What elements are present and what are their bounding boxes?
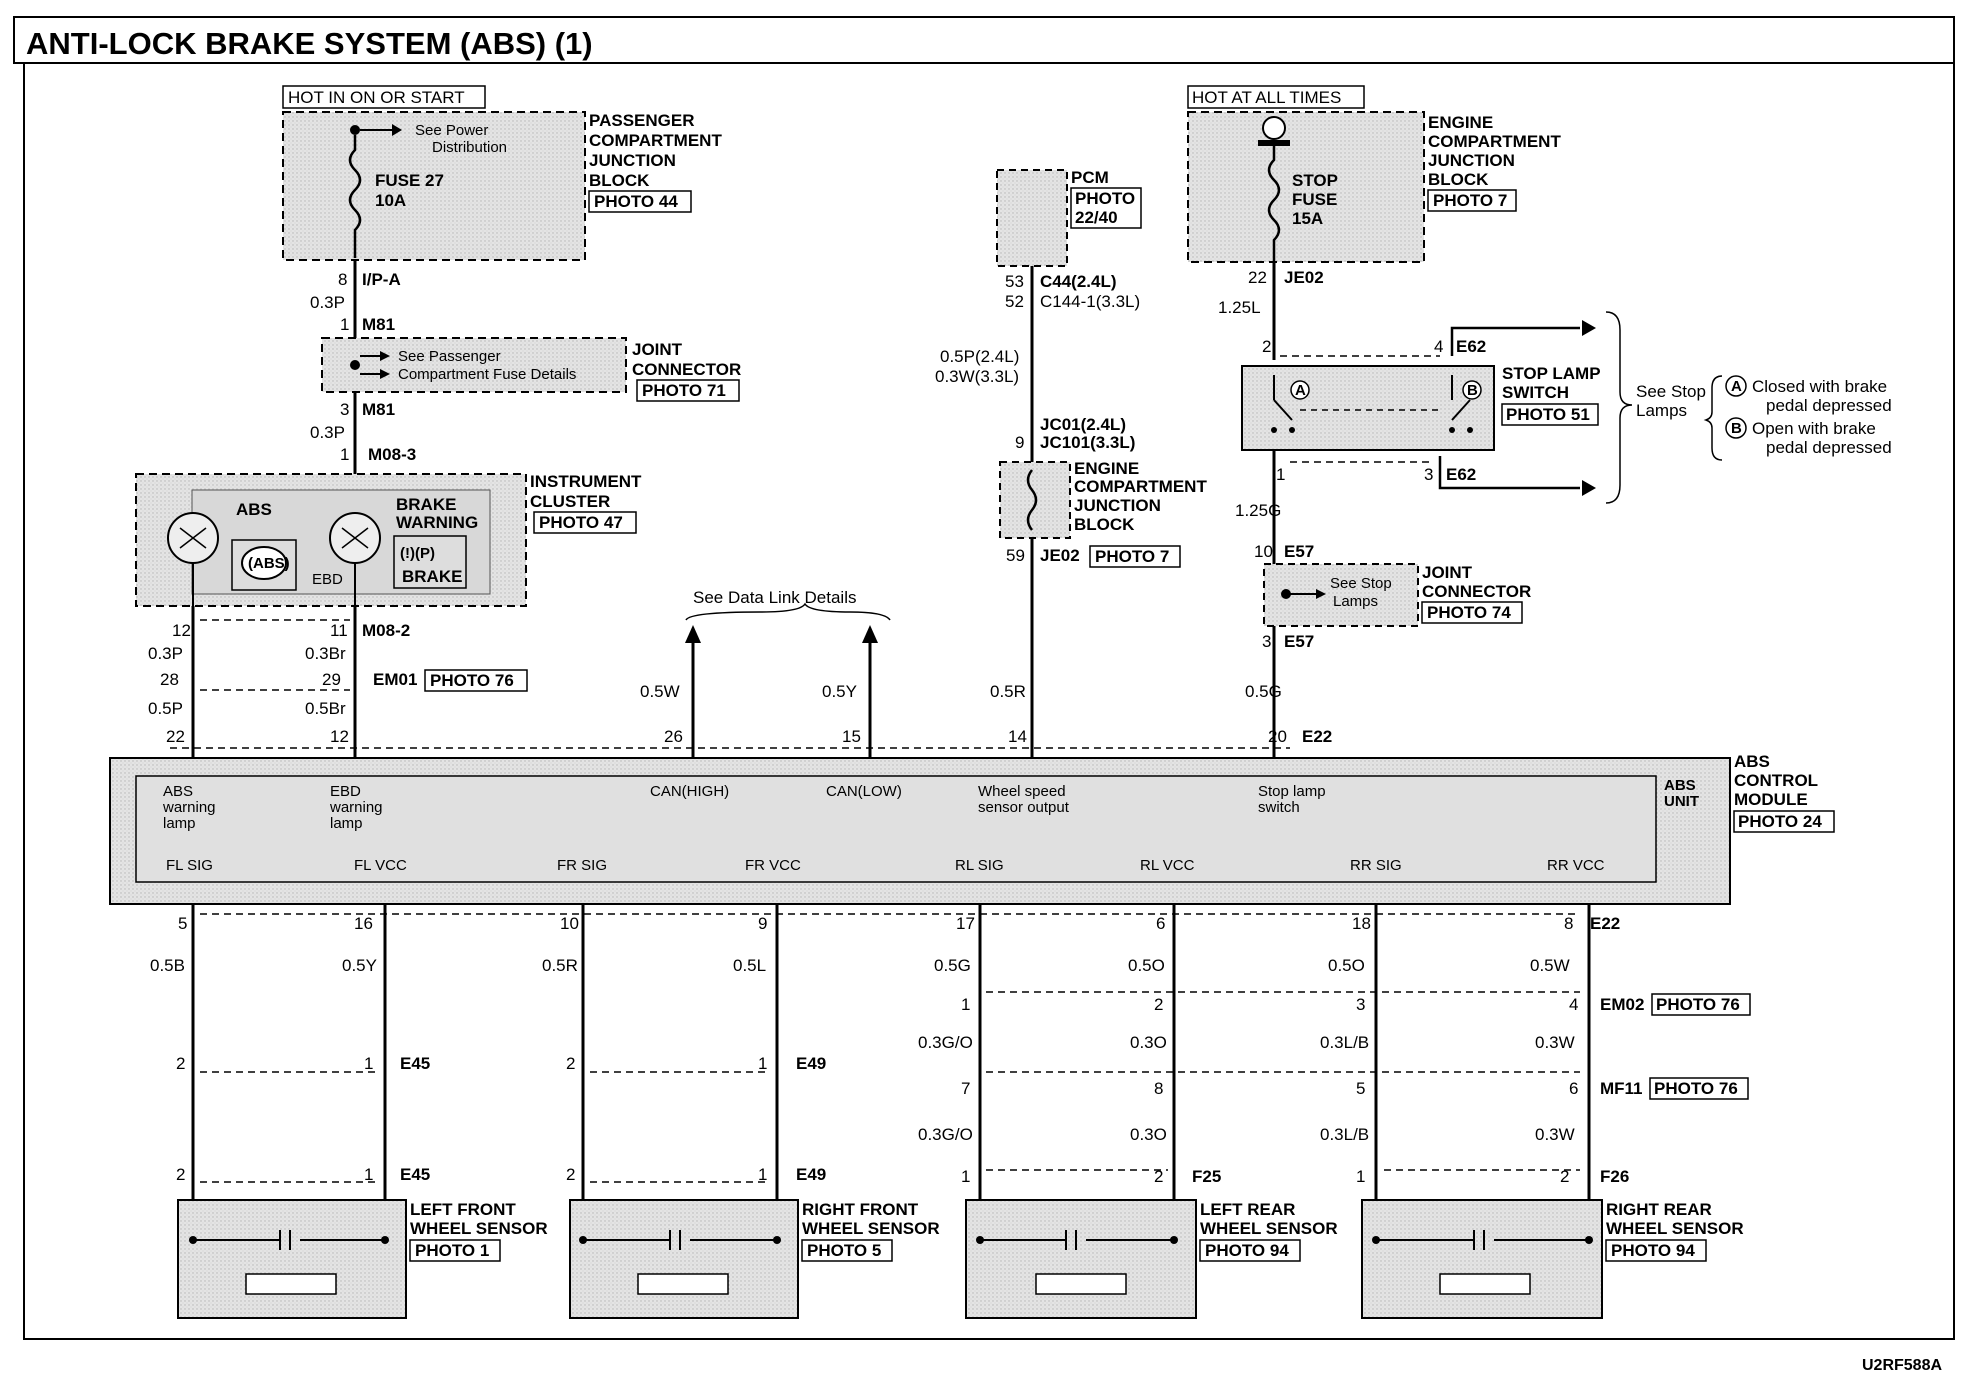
mf11-pin-6: 6 — [1569, 1079, 1579, 1098]
fl-sig-label: FL SIG — [166, 857, 213, 874]
abs-control-module — [110, 727, 1834, 904]
rr-vcc-pin: 8 — [1564, 914, 1574, 933]
rl-sig-mid-wire: 0.3G/O — [918, 1033, 973, 1052]
jc-pin: 9 — [1015, 433, 1025, 452]
ipa-pin: 8 — [338, 270, 348, 289]
m082-wire-a: 0.3P — [148, 644, 183, 663]
fr-sig-pin: 10 — [560, 914, 579, 933]
ecjb-name-1: ENGINE — [1428, 113, 1494, 132]
rf-sensor-name-1: RIGHT FRONT — [802, 1200, 919, 1219]
lf-sensor-photo: PHOTO 1 — [415, 1241, 490, 1260]
abs-unit-label-2: UNIT — [1664, 793, 1699, 810]
wheel-speed-out-wire: 0.5R — [990, 682, 1026, 701]
e49-pin-2a: 2 — [566, 1054, 576, 1073]
rl-sig-label: RL SIG — [955, 857, 1004, 874]
can-low-label: CAN(LOW) — [826, 783, 902, 800]
legend-b-line-2: pedal depressed — [1766, 438, 1892, 457]
pcm-wire-1: 0.5P(2.4L) — [940, 347, 1020, 366]
f25-pin-1: 1 — [961, 1167, 971, 1186]
abs-icon-text: (ABS) — [248, 555, 290, 572]
lr-sensor-coil-icon — [1036, 1274, 1126, 1294]
abs-bottom-pins — [150, 914, 1620, 975]
pcm-photo-1: PHOTO — [1075, 189, 1136, 208]
fr-vcc-label: FR VCC — [745, 857, 801, 874]
rr-sig-wire: 0.5O — [1328, 956, 1365, 975]
fr-vcc-pin: 9 — [758, 914, 768, 933]
fr-sig-label: FR SIG — [557, 857, 608, 874]
rr-vcc-mid-wire: 0.3W — [1535, 1033, 1575, 1052]
joint1-photo: PHOTO 71 — [642, 381, 726, 400]
ebd-label-warning: warning — [330, 799, 383, 816]
rr-sensor-name-1: RIGHT REAR — [1606, 1200, 1712, 1219]
can-low-wire: 0.5Y — [822, 682, 857, 701]
m81a-conn: M81 — [362, 315, 396, 334]
wheel-sensor-wires — [193, 904, 1589, 1200]
ecjb-name-2: COMPARTMENT — [1428, 132, 1561, 151]
m81b-pin: 3 — [340, 400, 350, 419]
stop-sw-name-2: SWITCH — [1502, 383, 1570, 402]
m81b-conn: M81 — [362, 400, 396, 419]
em01-wire-a: 0.5P — [148, 699, 183, 718]
joint1-name-2: CONNECTOR — [632, 360, 742, 379]
lf-sensor-name-2: WHEEL SENSOR — [410, 1219, 548, 1238]
abs-top-pin-12: 12 — [330, 727, 349, 746]
legend-b-line-1: Open with brake — [1752, 419, 1876, 438]
abs-module-name-1: ABS — [1734, 752, 1770, 771]
ign-power-source — [283, 86, 722, 260]
em02-pin-2: 2 — [1154, 995, 1164, 1014]
abs-top-pin-22: 22 — [166, 727, 185, 746]
joint1-body — [322, 338, 626, 392]
e57-pin-bot: 3 — [1262, 632, 1272, 651]
pcjb-name-1: PASSENGER — [589, 111, 695, 130]
rf-sensor-coil-icon — [638, 1274, 728, 1294]
pcm-conn-1: C44(2.4L) — [1040, 272, 1117, 291]
fl-sig-pin: 5 — [178, 914, 188, 933]
lr-sensor-body — [966, 1200, 1196, 1318]
pcjb-name-2: COMPARTMENT — [589, 131, 722, 150]
e45-pin-1a: 1 — [364, 1054, 374, 1073]
rr-sensor-body — [1362, 1200, 1602, 1318]
f26-pin-1: 1 — [1356, 1167, 1366, 1186]
rf-sensor-body — [570, 1200, 798, 1318]
abs-module-name-3: MODULE — [1734, 790, 1808, 809]
rl-sig-pin: 17 — [956, 914, 975, 933]
em01-pin-b: 29 — [322, 670, 341, 689]
m082-pin-a: 12 — [172, 621, 191, 640]
fuse27-label: FUSE 27 — [375, 171, 444, 190]
rr-vcc-wire: 0.5W — [1530, 956, 1570, 975]
m083-pin: 1 — [340, 445, 350, 464]
power-dist-note-2: Distribution — [432, 139, 508, 156]
stop-sw-photo: PHOTO 51 — [1506, 405, 1590, 424]
abs-lamp-label: ABS — [236, 500, 272, 519]
m082-wire-b: 0.3Br — [305, 644, 346, 663]
lf-sensor-name-1: LEFT FRONT — [410, 1200, 516, 1219]
power-dist-note-1: See Power — [415, 122, 489, 139]
pcm-conn-2: C144-1(3.3L) — [1040, 292, 1141, 311]
joint2-note-2: Lamps — [1333, 593, 1379, 610]
joint1-name-1: JOINT — [632, 340, 683, 359]
em01-photo: PHOTO 76 — [430, 671, 514, 690]
pcjb-name-3: JUNCTION — [589, 151, 676, 170]
fl-vcc-wire: 0.5Y — [342, 956, 377, 975]
em02-pin-1: 1 — [961, 995, 971, 1014]
brake-label-2: WARNING — [396, 513, 479, 532]
stop-sw-name-1: STOP LAMP — [1502, 364, 1601, 383]
switch-a-letter: A — [1295, 382, 1306, 399]
stop-fuse-label-2: FUSE — [1292, 190, 1338, 209]
battery-terminal-icon — [1263, 117, 1285, 139]
mf11-pin-8: 8 — [1154, 1079, 1164, 1098]
joint1-note-1: See Passenger — [398, 348, 501, 365]
e45-conn-a: E45 — [400, 1054, 431, 1073]
joint2-note-1: See Stop — [1330, 575, 1392, 592]
em01-conn: EM01 — [373, 670, 418, 689]
rl-vcc-wire: 0.5O — [1128, 956, 1165, 975]
abs-top-pin-15: 15 — [842, 727, 861, 746]
pcm-section — [935, 168, 1207, 760]
pcm-pin-1: 53 — [1005, 272, 1024, 291]
right-front-wheel-sensor — [570, 1200, 940, 1318]
pcjb-photo: PHOTO 44 — [594, 192, 678, 211]
brake-icon-text: (!)(P) — [400, 545, 435, 562]
abs-top-pin-26: 26 — [664, 727, 683, 746]
em02-pin-4: 4 — [1569, 995, 1579, 1014]
rl-vcc-label: RL VCC — [1140, 857, 1195, 874]
pcm-name: PCM — [1071, 168, 1109, 187]
front-connectors — [176, 1054, 826, 1184]
mf11-pin-5: 5 — [1356, 1079, 1366, 1098]
fl-vcc-label: FL VCC — [354, 857, 407, 874]
je02-photo: PHOTO 7 — [1095, 547, 1170, 566]
see-stop-lamps-1: See Stop — [1636, 382, 1706, 401]
abs-label-warning: warning — [163, 799, 216, 816]
abs-unit-label-1: ABS — [1664, 777, 1696, 794]
ipa-conn: I/P-A — [362, 270, 401, 289]
rr-vcc-label: RR VCC — [1547, 857, 1605, 874]
page-title: ANTI-LOCK BRAKE SYSTEM (ABS) (1) — [26, 26, 593, 61]
bat-hot-label: HOT AT ALL TIMES — [1192, 88, 1342, 107]
je02-top-pin: 22 — [1248, 268, 1267, 287]
lr-sensor-photo: PHOTO 94 — [1205, 1241, 1289, 1260]
e45-pin-2a: 2 — [176, 1054, 186, 1073]
m81b-wire: 0.3P — [310, 423, 345, 442]
ecjb-photo: PHOTO 7 — [1433, 191, 1508, 210]
stop-sw-pin-3: 3 — [1424, 465, 1434, 484]
e45-pin-2b: 2 — [176, 1165, 186, 1184]
lr-sensor-name-2: WHEEL SENSOR — [1200, 1219, 1338, 1238]
m81a-pin: 1 — [340, 315, 350, 334]
m082-pin-b: 11 — [330, 621, 348, 640]
cluster-name-2: CLUSTER — [530, 492, 611, 511]
je02-pin-59: 59 — [1006, 546, 1025, 565]
f26-pin-2: 2 — [1560, 1167, 1570, 1186]
e57-conn-bot: E57 — [1284, 632, 1315, 651]
stop-sw-out-wire: 1.25G — [1235, 501, 1282, 520]
abs-top-pin-20: 20 — [1268, 727, 1287, 746]
fl-vcc-pin: 16 — [354, 914, 373, 933]
left-front-wheel-sensor — [178, 1200, 548, 1318]
fr-sig-wire: 0.5R — [542, 956, 578, 975]
stop-sw-conn-bot: E62 — [1446, 465, 1477, 484]
pcm-body — [997, 170, 1067, 266]
ecjb-small-name-4: BLOCK — [1074, 515, 1135, 534]
can-high-label: CAN(HIGH) — [650, 783, 730, 800]
em02-pin-3: 3 — [1356, 995, 1366, 1014]
cluster-photo: PHOTO 47 — [539, 513, 623, 532]
can-high-wire: 0.5W — [640, 682, 680, 701]
stop-fuse-label-1: STOP — [1292, 171, 1338, 190]
e57-conn-top: E57 — [1284, 542, 1315, 561]
wss-output-label-1: Wheel speed — [978, 783, 1066, 800]
lf-sensor-body — [178, 1200, 406, 1318]
ebd-label: EBD — [312, 571, 343, 588]
e22-top-conn: E22 — [1302, 727, 1333, 746]
joint2-photo: PHOTO 74 — [1427, 603, 1511, 622]
f25-pin-2: 2 — [1154, 1167, 1164, 1186]
joint2-name-1: JOINT — [1422, 563, 1473, 582]
power-dist-node — [350, 125, 360, 135]
abs-top-pin-14: 14 — [1008, 727, 1027, 746]
rr-sensor-photo: PHOTO 94 — [1611, 1241, 1695, 1260]
m083-conn: M08-3 — [368, 445, 417, 464]
rl-vcc-low-wire: 0.3O — [1130, 1125, 1167, 1144]
stop-lamp-switch — [1235, 312, 1892, 760]
right-rear-wheel-sensor — [1362, 1200, 1744, 1318]
stop-sw-conn-top: E62 — [1456, 337, 1487, 356]
rr-sensor-name-2: WHEEL SENSOR — [1606, 1219, 1744, 1238]
stop-lamp-sw-label-1: Stop lamp — [1258, 783, 1326, 800]
cluster-name-1: INSTRUMENT — [530, 472, 642, 491]
ipa-wire: 0.3P — [310, 293, 345, 312]
e57-pin-top: 10 — [1254, 542, 1273, 561]
ecjb-small-name-3: JUNCTION — [1074, 496, 1161, 515]
fl-sig-wire: 0.5B — [150, 956, 185, 975]
e49-pin-1b: 1 — [758, 1165, 768, 1184]
e45-conn-b: E45 — [400, 1165, 431, 1184]
em02-photo: PHOTO 76 — [1656, 995, 1740, 1014]
left-rear-wheel-sensor — [966, 1200, 1338, 1318]
ecjb-small-name-1: ENGINE — [1074, 459, 1140, 478]
rr-sig-label: RR SIG — [1350, 857, 1402, 874]
em01-pin-a: 28 — [160, 670, 179, 689]
rl-sig-low-wire: 0.3G/O — [918, 1125, 973, 1144]
jc-conn-2: JC101(3.3L) — [1040, 433, 1136, 452]
legend-a-letter: A — [1731, 378, 1742, 395]
bat-power-source — [1188, 86, 1561, 262]
rear-connectors — [918, 992, 1750, 1186]
legend-a-line-2: pedal depressed — [1766, 396, 1892, 415]
rr-sensor-coil-icon — [1440, 1274, 1530, 1294]
e57-wire: 0.5G — [1245, 682, 1282, 701]
e49-pin-2b: 2 — [566, 1165, 576, 1184]
stop-sw-pin-2: 2 — [1262, 337, 1272, 356]
ebd-label-ebd: EBD — [330, 783, 361, 800]
jc-conn-1: JC01(2.4L) — [1040, 415, 1126, 434]
e49-conn-b: E49 — [796, 1165, 827, 1184]
stop-switch-body — [1242, 366, 1494, 450]
e45-pin-1b: 1 — [364, 1165, 374, 1184]
stop-sw-pin-1: 1 — [1276, 465, 1286, 484]
mf11-photo: PHOTO 76 — [1654, 1079, 1738, 1098]
pcm-pin-2: 52 — [1005, 292, 1024, 311]
pcjb-name-4: BLOCK — [589, 171, 650, 190]
rf-sensor-photo: PHOTO 5 — [807, 1241, 882, 1260]
figure-id: U2RF588A — [1862, 1357, 1943, 1374]
pcm-photo-2: 22/40 — [1075, 208, 1118, 227]
f25-conn: F25 — [1192, 1167, 1222, 1186]
rr-vcc-low-wire: 0.3W — [1535, 1125, 1575, 1144]
ecjb-small-name-2: COMPARTMENT — [1074, 477, 1207, 496]
rl-vcc-mid-wire: 0.3O — [1130, 1033, 1167, 1052]
rf-sensor-name-2: WHEEL SENSOR — [802, 1219, 940, 1238]
mf11-pin-7: 7 — [961, 1079, 971, 1098]
joint1-note-2: Compartment Fuse Details — [398, 366, 577, 383]
joint2-name-2: CONNECTOR — [1422, 582, 1532, 601]
ign-hot-label: HOT IN ON OR START — [288, 88, 465, 107]
m082-conn: M08-2 — [362, 621, 411, 640]
stop-lamp-sw-label-2: switch — [1258, 799, 1300, 816]
brake-label-1: BRAKE — [396, 495, 457, 514]
je02-top-conn: JE02 — [1284, 268, 1324, 287]
wss-output-label-2: sensor output — [978, 799, 1069, 816]
lr-sensor-name-1: LEFT REAR — [1200, 1200, 1296, 1219]
joint-connector-2 — [1245, 542, 1531, 701]
pcm-wire-2: 0.3W(3.3L) — [935, 367, 1020, 386]
rl-vcc-pin: 6 — [1156, 914, 1166, 933]
fr-vcc-wire: 0.5L — [733, 956, 767, 975]
ecjb-name-4: BLOCK — [1428, 170, 1489, 189]
je02-conn-mid: JE02 — [1040, 546, 1080, 565]
f26-conn: F26 — [1600, 1167, 1630, 1186]
rl-sig-wire: 0.5G — [934, 956, 971, 975]
abs-module-photo: PHOTO 24 — [1738, 812, 1822, 831]
rr-sig-low-wire: 0.3L/B — [1320, 1125, 1370, 1144]
lf-sensor-coil-icon — [246, 1274, 336, 1294]
em01-wire-b: 0.5Br — [305, 699, 346, 718]
data-link-label: See Data Link Details — [693, 588, 857, 607]
mf11-conn: MF11 — [1600, 1079, 1643, 1098]
brake-text: BRAKE — [402, 567, 463, 586]
fuse27-rating: 10A — [375, 191, 407, 210]
instrument-cluster — [136, 472, 642, 606]
e22-bottom-conn: E22 — [1590, 914, 1621, 933]
ecjb-name-3: JUNCTION — [1428, 151, 1515, 170]
ebd-label-lamp: lamp — [330, 815, 363, 832]
see-stop-lamps-2: Lamps — [1636, 401, 1688, 420]
e49-conn-a: E49 — [796, 1054, 827, 1073]
joint-connector-1 — [322, 338, 741, 401]
legend-a-line-1: Closed with brake — [1752, 377, 1888, 396]
rr-sig-pin: 18 — [1352, 914, 1371, 933]
legend-b-letter: B — [1731, 420, 1742, 437]
stop-sw-pin-4: 4 — [1434, 337, 1444, 356]
rr-sig-mid-wire: 0.3L/B — [1320, 1033, 1370, 1052]
abs-label-abs: ABS — [163, 783, 194, 800]
e49-pin-1a: 1 — [758, 1054, 768, 1073]
em02-conn: EM02 — [1600, 995, 1645, 1014]
je02-top-wire: 1.25L — [1218, 298, 1261, 317]
abs-label-lamp: lamp — [163, 815, 196, 832]
abs-module-name-2: CONTROL — [1734, 771, 1819, 790]
stop-fuse-rating: 15A — [1292, 209, 1324, 228]
switch-b-letter: B — [1467, 382, 1478, 399]
